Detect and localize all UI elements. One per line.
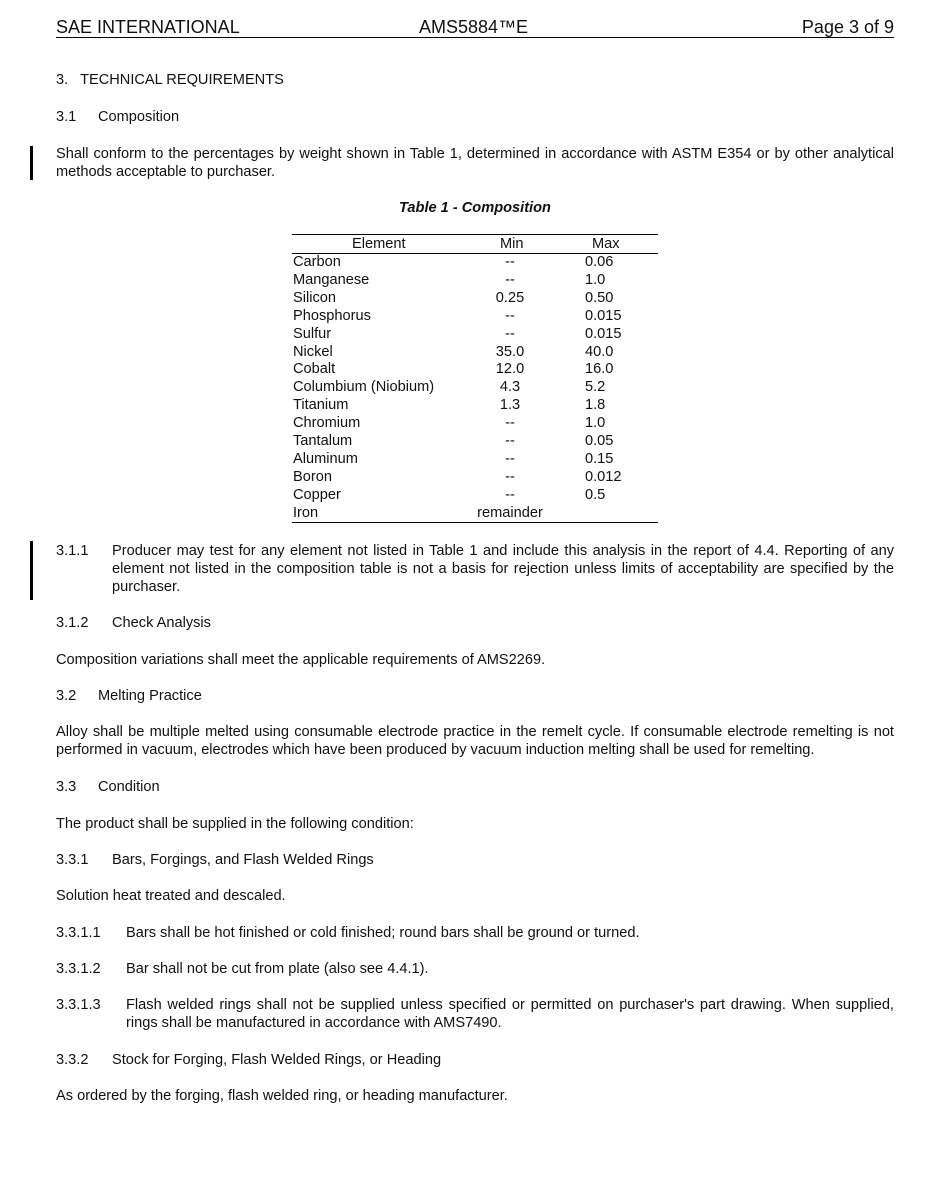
cell-max: 1.0 xyxy=(585,415,606,432)
cell-min: -- xyxy=(505,271,515,288)
cell-min: -- xyxy=(505,433,515,449)
cell-min: remainder xyxy=(477,504,543,521)
section-3-3-1-3-number: 3.3.1.3 xyxy=(56,997,101,1013)
section-3-1-2-body: Composition variations shall meet the applicable requirements of AMS2269. xyxy=(56,652,546,668)
cell-min: 1.3 xyxy=(499,397,521,414)
table-header-max: Max xyxy=(592,236,620,252)
table-rule-bottom xyxy=(292,522,658,523)
cell-max: 1.8 xyxy=(585,397,606,414)
table-row xyxy=(292,396,658,414)
cell-min: -- xyxy=(505,415,515,432)
section-3-3-1-1-body: Bars shall be hot finished or cold finished; round bars shall be ground or turned. xyxy=(126,925,640,941)
cell-element: Nickel xyxy=(293,343,333,360)
cell-max: 1.0 xyxy=(585,271,606,288)
table-row xyxy=(292,325,658,343)
cell-min: -- xyxy=(505,450,515,467)
section-3-1-1-body: Producer may test for any element not listed in Table 1 and include this analysis in the report of 4.4. Reporting of any element not listed in the composition table is not a basis for rejection unless limits of acceptability are specified by the purchaser. xyxy=(112,543,894,595)
section-3-heading: 3. TECHNICAL REQUIREMENTS xyxy=(56,72,284,88)
table-row xyxy=(292,343,658,361)
cell-max: 16.0 xyxy=(585,361,614,378)
cell-min: -- xyxy=(505,307,515,324)
cell-element: Aluminum xyxy=(293,450,358,467)
cell-max: 0.15 xyxy=(585,450,614,467)
cell-element: Iron xyxy=(293,504,319,521)
cell-min: 0.25 xyxy=(495,289,525,306)
table-row xyxy=(292,414,658,432)
cell-element: Copper xyxy=(293,486,341,503)
cell-max: 0.50 xyxy=(585,289,614,306)
cell-element: Carbon xyxy=(293,254,341,270)
cell-max: 40.0 xyxy=(585,343,614,360)
cell-element: Cobalt xyxy=(293,361,336,378)
section-3-1-1-number: 3.1.1 xyxy=(56,543,89,559)
cell-element: Titanium xyxy=(293,397,349,414)
section-3-1-title: Composition xyxy=(98,109,180,125)
section-3-3-1-3-body: Flash welded rings shall not be supplied unless specified or permitted on purchaser's part drawing. When supplied, rings shall be manufactured in accordance with AMS7490. xyxy=(126,997,894,1031)
revision-bar xyxy=(30,541,33,600)
table-row xyxy=(292,307,658,325)
table-caption: Table 1 - Composition xyxy=(399,200,551,216)
cell-min: 4.3 xyxy=(499,379,521,396)
section-3-1-body: Shall conform to the percentages by weight shown in Table 1, determined in accordance with ASTM E354 or by other analytical methods acceptable to purchaser. xyxy=(56,146,894,180)
section-3-1-2-number: 3.1.2 xyxy=(56,615,89,631)
table-row xyxy=(292,289,658,307)
header-page-number: Page 3 of 9 xyxy=(801,17,894,37)
cell-element: Sulfur xyxy=(293,325,332,342)
cell-max: 5.2 xyxy=(585,379,606,396)
section-3-3-1-2-number: 3.3.1.2 xyxy=(56,961,101,977)
section-3-3-1-1-number: 3.3.1.1 xyxy=(56,925,101,941)
section-3-3-1-2-body: Bar shall not be cut from plate (also see 4.4.1). xyxy=(126,961,429,977)
table-row xyxy=(292,450,658,468)
section-3-1-2-title: Check Analysis xyxy=(112,615,211,631)
page-header xyxy=(56,15,894,38)
table-row xyxy=(292,271,658,289)
table-row xyxy=(292,360,658,378)
cell-max: 0.015 xyxy=(585,307,622,324)
section-3-3-title: Condition xyxy=(98,779,160,795)
cell-min: 12.0 xyxy=(495,361,525,378)
table-row xyxy=(292,468,658,486)
cell-element: Boron xyxy=(293,468,332,485)
section-3-3-number: 3.3 xyxy=(56,779,77,795)
cell-min: -- xyxy=(505,254,515,270)
cell-max: 0.015 xyxy=(585,325,622,342)
cell-max: 0.06 xyxy=(585,254,614,270)
cell-element: Chromium xyxy=(293,415,361,432)
cell-min: -- xyxy=(505,486,515,503)
cell-min: -- xyxy=(505,325,515,342)
cell-element: Silicon xyxy=(293,289,336,306)
revision-bar xyxy=(30,146,33,180)
cell-min: -- xyxy=(505,468,515,485)
table-row xyxy=(292,378,658,396)
cell-min: 35.0 xyxy=(495,343,525,360)
header-org: SAE INTERNATIONAL xyxy=(56,17,240,37)
table-header-element: Element xyxy=(352,236,406,252)
cell-max: 0.012 xyxy=(585,468,622,485)
section-3-3-2-number: 3.3.2 xyxy=(56,1052,89,1068)
table-row xyxy=(292,504,658,522)
section-3-2-number: 3.2 xyxy=(56,688,77,704)
table-row xyxy=(292,432,658,450)
section-3-1-number: 3.1 xyxy=(56,109,77,125)
section-3-2-title: Melting Practice xyxy=(98,688,202,704)
section-3-2-body: Alloy shall be multiple melted using consumable electrode practice in the remelt cycle. If consumable electrode remelting is not performed in vacuum, electrodes which have been produced by vacuum induction melting shall be used for remelting. xyxy=(56,724,894,758)
table-header-min: Min xyxy=(500,236,524,252)
section-3-3-body: The product shall be supplied in the following condition: xyxy=(56,816,414,832)
header-doc-id: AMS5884™E xyxy=(419,17,529,37)
section-3-3-1-body: Solution heat treated and descaled. xyxy=(56,888,286,904)
section-3-3-1-number: 3.3.1 xyxy=(56,852,89,868)
table-row xyxy=(292,253,658,271)
cell-element: Columbium (Niobium) xyxy=(293,379,435,396)
section-3-3-2-body: As ordered by the forging, flash welded ring, or heading manufacturer. xyxy=(56,1088,508,1104)
section-3-3-1-title: Bars, Forgings, and Flash Welded Rings xyxy=(112,852,374,868)
section-3-3-2-title: Stock for Forging, Flash Welded Rings, or Heading xyxy=(112,1052,442,1068)
cell-element: Phosphorus xyxy=(293,307,371,324)
cell-element: Tantalum xyxy=(293,433,353,449)
cell-max: 0.05 xyxy=(585,433,614,449)
cell-max: 0.5 xyxy=(585,486,606,503)
cell-element: Manganese xyxy=(293,271,370,288)
table-row xyxy=(292,486,658,504)
